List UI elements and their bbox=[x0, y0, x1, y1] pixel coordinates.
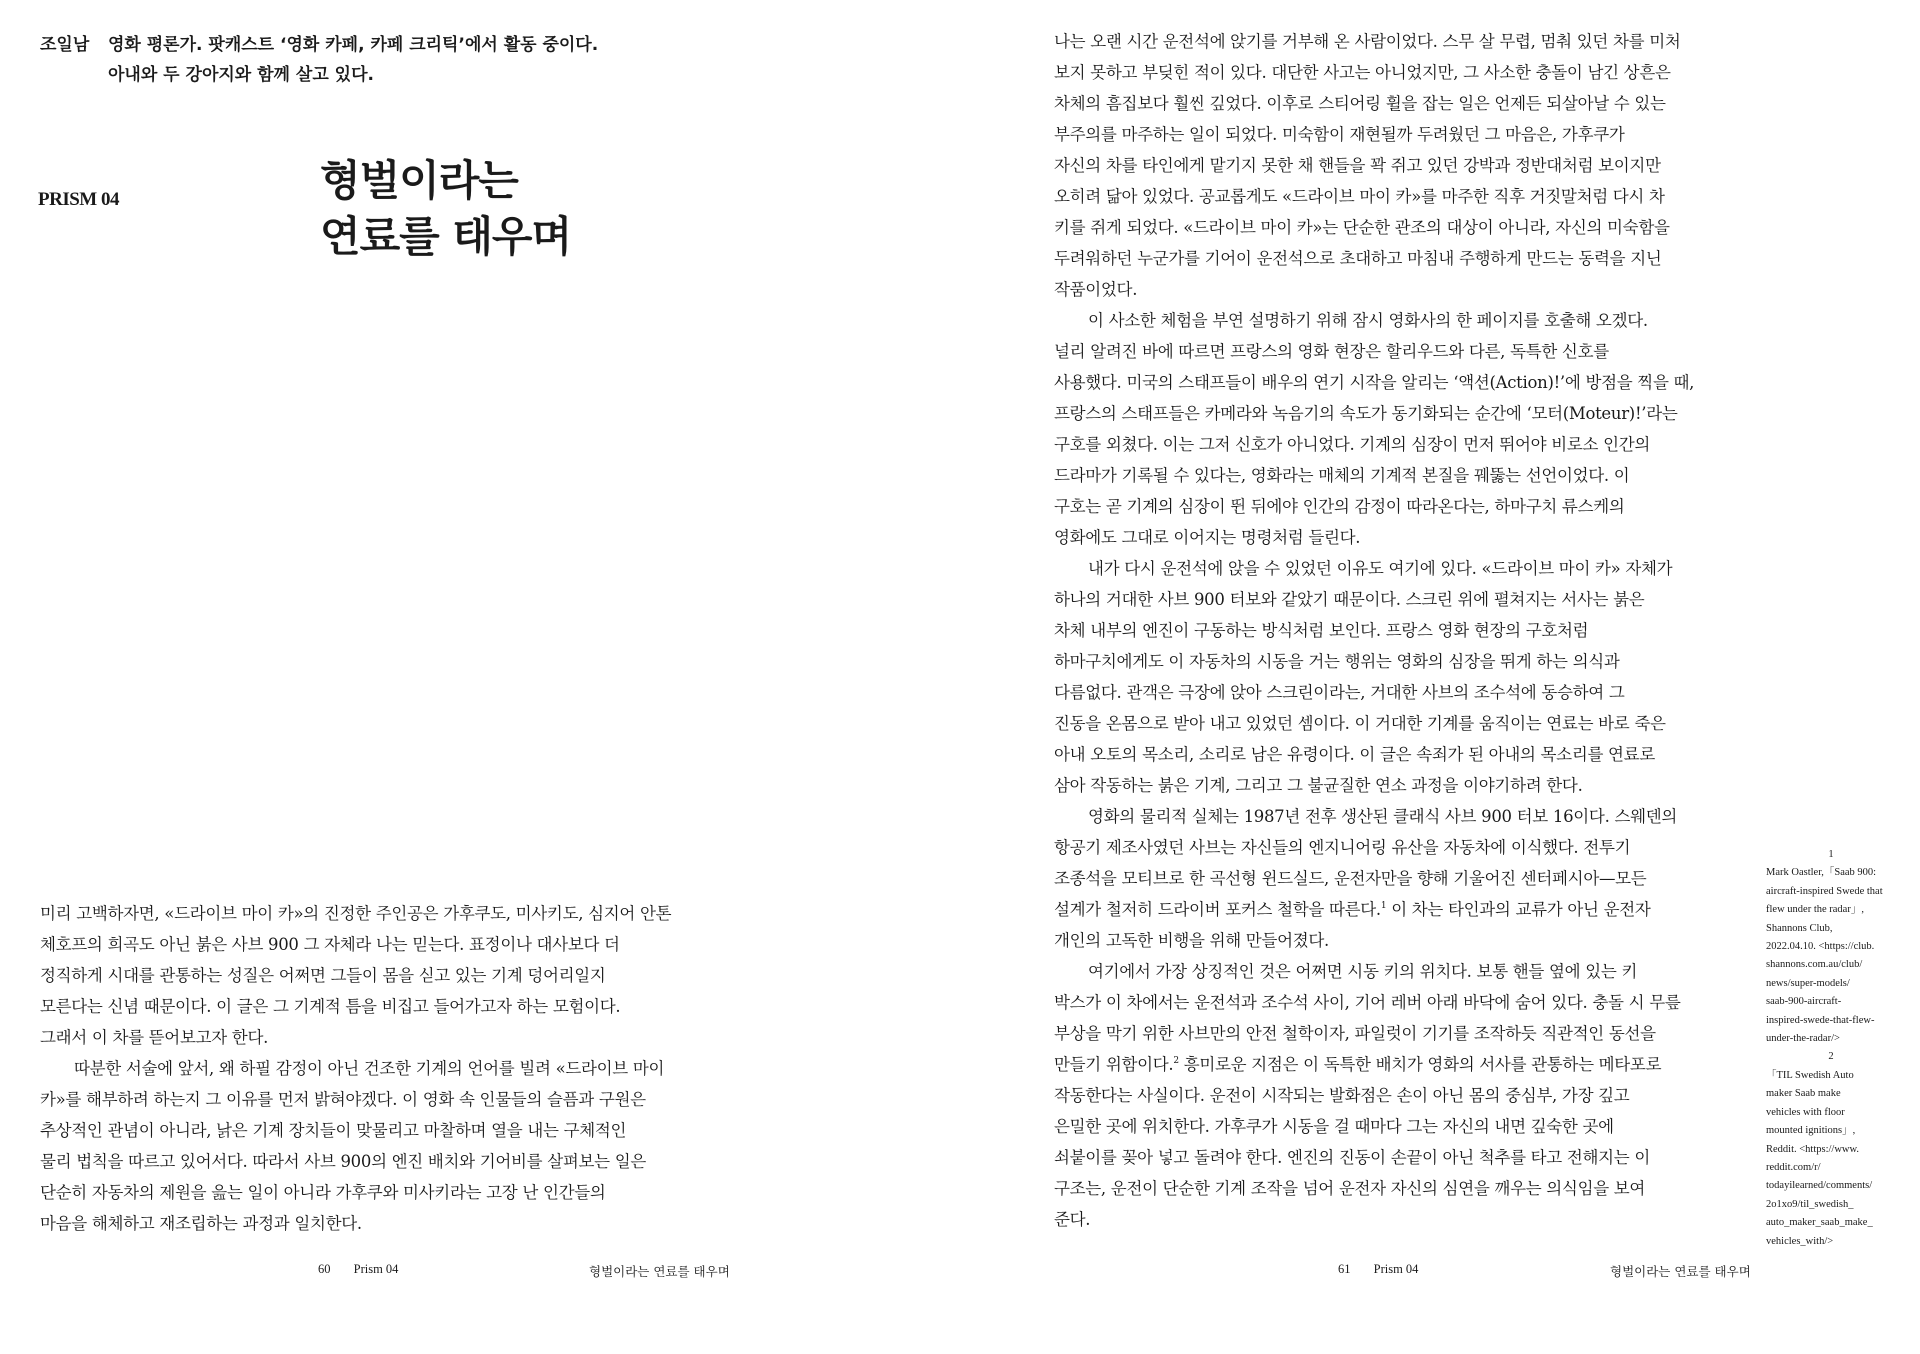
line-text: 두려워하던 누군가를 기어이 운전석으로 초대하고 마침내 주행하게 만드는 동력을 지닌 bbox=[1054, 249, 1662, 268]
title-line: 연료를 태우며 bbox=[320, 212, 572, 261]
body-line bbox=[1054, 553, 1714, 584]
author-bio bbox=[108, 30, 808, 90]
body-line bbox=[40, 1053, 740, 1084]
footnote-line: maker Saab make bbox=[1766, 1088, 1841, 1100]
title-line: 형벌이라는 bbox=[320, 156, 518, 205]
line-text: 아내 오토의 목소리, 소리로 남은 유령이다. 이 글은 속죄가 된 아내의 목소리를 연료로 bbox=[1054, 745, 1655, 764]
line-text: 하나의 거대한 사브 900 터보와 같았기 때문이다. 스크린 위에 펼쳐지는 서사는 붉은 bbox=[1054, 590, 1645, 609]
footnote-line: shannons.com.au/club/ bbox=[1766, 959, 1863, 971]
line-text: 하마구치에게도 이 자동차의 시동을 거는 행위는 영화의 심장을 뛰게 하는 의식과 bbox=[1054, 652, 1620, 671]
right-footer bbox=[1338, 1262, 1418, 1277]
line-text: 물리 법칙을 따르고 있어서다. 따라서 사브 900의 엔진 배치와 기어비를 살펴보는 일은 bbox=[40, 1152, 647, 1171]
line-text: 널리 알려진 바에 따르면 프랑스의 영화 현장은 할리우드와 다른, 독특한 신호를 bbox=[1054, 342, 1609, 361]
footnote-line: Shannons Club, bbox=[1766, 922, 1833, 934]
line-text: 설계가 철저히 드라이버 포커스 철학을 따른다. bbox=[1054, 900, 1381, 919]
body-line bbox=[40, 1115, 740, 1146]
line-text: 나는 오랜 시간 운전석에 앉기를 거부해 온 사람이었다. 스무 살 무렵, 멈춰 있던 차를 미처 bbox=[1054, 32, 1681, 51]
body-line bbox=[1054, 274, 1714, 305]
footnote-line: 2o1xo9/til_swedish_ bbox=[1766, 1198, 1854, 1210]
footnote-line: reddit.com/r/ bbox=[1766, 1161, 1821, 1173]
footer-title: 형벌이라는 연료를 태우며 bbox=[589, 1264, 730, 1279]
body-line bbox=[1054, 305, 1714, 336]
footnote-line: flew under the radar」, bbox=[1766, 904, 1864, 916]
body-line bbox=[40, 1084, 740, 1115]
line-text: 조종석을 모티브로 한 곡선형 윈드실드, 운전자만을 향해 기울어진 센터페시아—모든 bbox=[1054, 869, 1647, 888]
line-text: 차체 내부의 엔진이 구동하는 방식처럼 보인다. 프랑스 영화 현장의 구호처럼 bbox=[1054, 621, 1589, 640]
body-line bbox=[1054, 739, 1714, 770]
article-title bbox=[320, 153, 571, 265]
section-label: PRISM 04 bbox=[38, 189, 119, 210]
body-line bbox=[1054, 522, 1714, 553]
body-line bbox=[1054, 584, 1714, 615]
body-line bbox=[1054, 1173, 1714, 1204]
line-text: 진동을 온몸으로 받아 내고 있었던 셈이다. 이 거대한 기계를 움직이는 연료는 바로 죽은 bbox=[1054, 714, 1666, 733]
line-text: 키를 쥐게 되었다. «드라이브 마이 카»는 단순한 관조의 대상이 아니라, 자신의 미숙함을 bbox=[1054, 218, 1670, 237]
author-name: 조일남 bbox=[40, 35, 90, 55]
body-line bbox=[1054, 336, 1714, 367]
body-line bbox=[1054, 863, 1714, 894]
issue-label: Prism 04 bbox=[1373, 1262, 1419, 1276]
body-line bbox=[1054, 181, 1714, 212]
line-text: 추상적인 관념이 아니라, 낡은 기계 장치들이 맞물리고 마찰하며 열을 내는 구체적인 bbox=[40, 1121, 627, 1140]
footnote-line: Reddit. <https://www. bbox=[1766, 1143, 1860, 1155]
line-text: 프랑스의 스태프들은 카메라와 녹음기의 속도가 동기화되는 순간에 ‘모터(Moteur)!’라는 bbox=[1054, 404, 1678, 423]
line-text: 준다. bbox=[1054, 1210, 1091, 1229]
line-text: 영화에도 그대로 이어지는 명령처럼 들린다. bbox=[1054, 528, 1361, 547]
body-line bbox=[1054, 460, 1714, 491]
body-line bbox=[1054, 832, 1714, 863]
body-line bbox=[1054, 212, 1714, 243]
footnote-line: todayilearned/comments/ bbox=[1766, 1180, 1873, 1192]
body-line bbox=[40, 960, 740, 991]
footnote-line: saab-900-aircraft- bbox=[1766, 996, 1842, 1008]
body-line bbox=[1054, 1080, 1714, 1111]
body-line bbox=[1054, 894, 1714, 925]
left-footer bbox=[318, 1262, 398, 1277]
body-line bbox=[40, 1022, 740, 1053]
line-text: 단순히 자동차의 제원을 읊는 일이 아니라 가후쿠와 미사키라는 고장 난 인간들의 bbox=[40, 1183, 606, 1202]
body-line bbox=[1054, 26, 1714, 57]
footnote-line: mounted ignitions」, bbox=[1766, 1125, 1856, 1137]
line-text: 오히려 닮아 있었다. 공교롭게도 «드라이브 마이 카»를 마주한 직후 거짓말처럼 다시 차 bbox=[1054, 187, 1665, 206]
body-line bbox=[1054, 1049, 1714, 1080]
body-line bbox=[1054, 646, 1714, 677]
line-text: 작품이었다. bbox=[1054, 280, 1138, 299]
line-text: 미리 고백하자면, «드라이브 마이 카»의 진정한 주인공은 가후쿠도, 미사키도, 심지어 안톤 bbox=[40, 904, 672, 923]
line-text: 보지 못하고 부딪힌 적이 있다. 대단한 사고는 아니었지만, 그 사소한 충돌이 남긴 상흔은 bbox=[1054, 63, 1671, 82]
line-text: 쇠붙이를 꽂아 넣고 돌려야 한다. 엔진의 진동이 손끝이 아닌 척추를 타고 전해지는 이 bbox=[1054, 1148, 1651, 1167]
body-line bbox=[1054, 57, 1714, 88]
body-line bbox=[1054, 956, 1714, 987]
body-line bbox=[1054, 243, 1714, 274]
body-line bbox=[1054, 1111, 1714, 1142]
footnote-line: 「TIL Swedish Auto bbox=[1766, 1069, 1854, 1081]
line-text: 구호를 외쳤다. 이는 그저 신호가 아니었다. 기계의 심장이 먼저 뛰어야 비로소 인간의 bbox=[1054, 435, 1651, 454]
footnotes bbox=[1766, 846, 1896, 1251]
page-number: 61 bbox=[1338, 1262, 1351, 1276]
line-text: 만들기 위함이다. bbox=[1054, 1055, 1174, 1074]
body-line bbox=[1054, 801, 1714, 832]
body-line bbox=[40, 1208, 740, 1239]
footnote-line: vehicles with floor bbox=[1766, 1106, 1845, 1118]
line-text: 구호는 곧 기계의 심장이 뛴 뒤에야 인간의 감정이 따라온다는, 하마구치 류스케의 bbox=[1054, 497, 1625, 516]
line-text: 따분한 서술에 앞서, 왜 하필 감정이 아닌 건조한 기계의 언어를 빌려 «드라이브 마이 bbox=[74, 1059, 665, 1078]
line-text: 부주의를 마주하는 일이 되었다. 미숙함이 재현될까 두려웠던 그 마음은, 가후쿠가 bbox=[1054, 125, 1625, 144]
footnote-line: Mark Oastler,「Saab 900: bbox=[1766, 867, 1877, 879]
body-line bbox=[1054, 925, 1714, 956]
line-text: 삼아 작동하는 붉은 기계, 그리고 그 불균질한 연소 과정을 이야기하려 한다. bbox=[1054, 776, 1583, 795]
line-text: 부상을 막기 위한 사브만의 안전 철학이자, 파일럿이 기기를 조작하듯 직관적인 동선을 bbox=[1054, 1024, 1656, 1043]
body-line bbox=[40, 1146, 740, 1177]
line-text: 이 차는 타인과의 교류가 아닌 운전자 bbox=[1386, 900, 1651, 919]
line-text: 드라마가 기록될 수 있다는, 영화라는 매체의 기계적 본질을 꿰뚫는 선언이었다. 이 bbox=[1054, 466, 1630, 485]
line-text: 영화의 물리적 실체는 1987년 전후 생산된 클래식 사브 900 터보 16이다. 스웨덴의 bbox=[1088, 807, 1678, 826]
footnote-line: vehicles_with/> bbox=[1766, 1235, 1834, 1247]
body-line bbox=[1054, 677, 1714, 708]
footer-title: 형벌이라는 연료를 태우며 bbox=[1610, 1264, 1751, 1279]
footnote-number: 1 bbox=[1828, 849, 1834, 860]
body-line bbox=[40, 991, 740, 1022]
footnote-line: news/super-models/ bbox=[1766, 977, 1850, 989]
line-text: 다름없다. 관객은 극장에 앉아 스크린이라는, 거대한 사브의 조수석에 동승하여 그 bbox=[1054, 683, 1625, 702]
line-text: 차체의 흠집보다 훨씬 깊었다. 이후로 스티어링 휠을 잡는 일은 언제든 되살아날 수 있는 bbox=[1054, 94, 1666, 113]
body-line bbox=[1054, 88, 1714, 119]
author-bio-line: 아내와 두 강아지와 함께 살고 있다. bbox=[108, 65, 374, 85]
line-text: 카»를 해부하려 하는지 그 이유를 먼저 밝혀야겠다. 이 영화 속 인물들의 슬픔과 구원은 bbox=[40, 1090, 646, 1109]
author-bio-line: 영화 평론가. 팟캐스트 ‘영화 카페, 카페 크리틱’에서 활동 중이다. bbox=[108, 35, 599, 55]
left-body-text bbox=[40, 898, 740, 1239]
line-text: 체호프의 희곡도 아닌 붉은 사브 900 그 자체라 나는 믿는다. 표정이나 대사보다 더 bbox=[40, 935, 620, 954]
footnote-line: aircraft-inspired Swede that bbox=[1766, 885, 1883, 897]
line-text: 모른다는 신념 때문이다. 이 글은 그 기계적 틈을 비집고 들어가고자 하는 모험이다. bbox=[40, 997, 621, 1016]
line-text: 정직하게 시대를 관통하는 성질은 어쩌면 그들이 몸을 싣고 있는 기계 덩어리일지 bbox=[40, 966, 606, 985]
footnote-line: under-the-radar/> bbox=[1766, 1033, 1840, 1045]
line-text: 자신의 차를 타인에게 맡기지 못한 채 핸들을 꽉 쥐고 있던 강박과 정반대처럼 보이지만 bbox=[1054, 156, 1661, 175]
body-line bbox=[1054, 150, 1714, 181]
body-line bbox=[1054, 1142, 1714, 1173]
body-line bbox=[1054, 429, 1714, 460]
issue-label: Prism 04 bbox=[353, 1262, 399, 1276]
line-text: 이 사소한 체험을 부연 설명하기 위해 잠시 영화사의 한 페이지를 호출해 오겠다. bbox=[1088, 311, 1648, 330]
line-text: 구조는, 운전이 단순한 기계 조작을 넘어 운전자 자신의 심연을 깨우는 의식임을 보여 bbox=[1054, 1179, 1646, 1198]
body-line bbox=[1054, 987, 1714, 1018]
body-line bbox=[1054, 119, 1714, 150]
line-text: 작동한다는 사실이다. 운전이 시작되는 발화점은 손이 아닌 몸의 중심부, 가장 깊고 bbox=[1054, 1086, 1630, 1105]
page-number: 60 bbox=[318, 1262, 331, 1276]
footnote-line: auto_maker_saab_make_ bbox=[1766, 1217, 1873, 1229]
footnote-line: inspired-swede-that-flew- bbox=[1766, 1014, 1875, 1026]
footnote-line: 2022.04.10. <https://club. bbox=[1766, 941, 1875, 953]
line-text: 흥미로운 지점은 이 독특한 배치가 영화의 서사를 관통하는 메타포로 bbox=[1178, 1055, 1662, 1074]
body-line bbox=[40, 1177, 740, 1208]
body-line bbox=[1054, 1204, 1714, 1235]
line-text: 마음을 해체하고 재조립하는 과정과 일치한다. bbox=[40, 1214, 362, 1233]
line-text: 내가 다시 운전석에 앉을 수 있었던 이유도 여기에 있다. «드라이브 마이 카» 자체가 bbox=[1088, 559, 1673, 578]
line-text: 사용했다. 미국의 스태프들이 배우의 연기 시작을 알리는 ‘액션(Action)!’에 방점을 찍을 때, bbox=[1054, 373, 1695, 392]
line-text: 여기에서 가장 상징적인 것은 어쩌면 시동 키의 위치다. 보통 핸들 옆에 있는 키 bbox=[1088, 962, 1638, 981]
body-line bbox=[40, 929, 740, 960]
body-line bbox=[1054, 398, 1714, 429]
line-text: 개인의 고독한 비행을 위해 만들어졌다. bbox=[1054, 931, 1329, 950]
line-text: 은밀한 곳에 위치한다. 가후쿠가 시동을 걸 때마다 그는 자신의 내면 깊숙한 곳에 bbox=[1054, 1117, 1614, 1136]
body-line bbox=[40, 898, 740, 929]
right-page bbox=[960, 0, 1920, 1354]
line-text: 박스가 이 차에서는 운전석과 조수석 사이, 기어 레버 아래 바닥에 숨어 있다. 충돌 시 무릎 bbox=[1054, 993, 1681, 1012]
body-line bbox=[1054, 491, 1714, 522]
footnote-ref[interactable]: 1 bbox=[1380, 901, 1387, 911]
footnote-ref[interactable]: 2 bbox=[1173, 1056, 1179, 1066]
body-line bbox=[1054, 708, 1714, 739]
line-text: 항공기 제조사였던 사브는 자신들의 엔지니어링 유산을 자동차에 이식했다. 전투기 bbox=[1054, 838, 1631, 857]
footnote-number: 2 bbox=[1828, 1051, 1834, 1063]
body-line bbox=[1054, 367, 1714, 398]
line-text: 그래서 이 차를 뜯어보고자 한다. bbox=[40, 1028, 269, 1047]
body-line bbox=[1054, 615, 1714, 646]
body-line bbox=[1054, 770, 1714, 801]
body-line bbox=[1054, 1018, 1714, 1049]
right-body-text bbox=[1054, 26, 1714, 1235]
